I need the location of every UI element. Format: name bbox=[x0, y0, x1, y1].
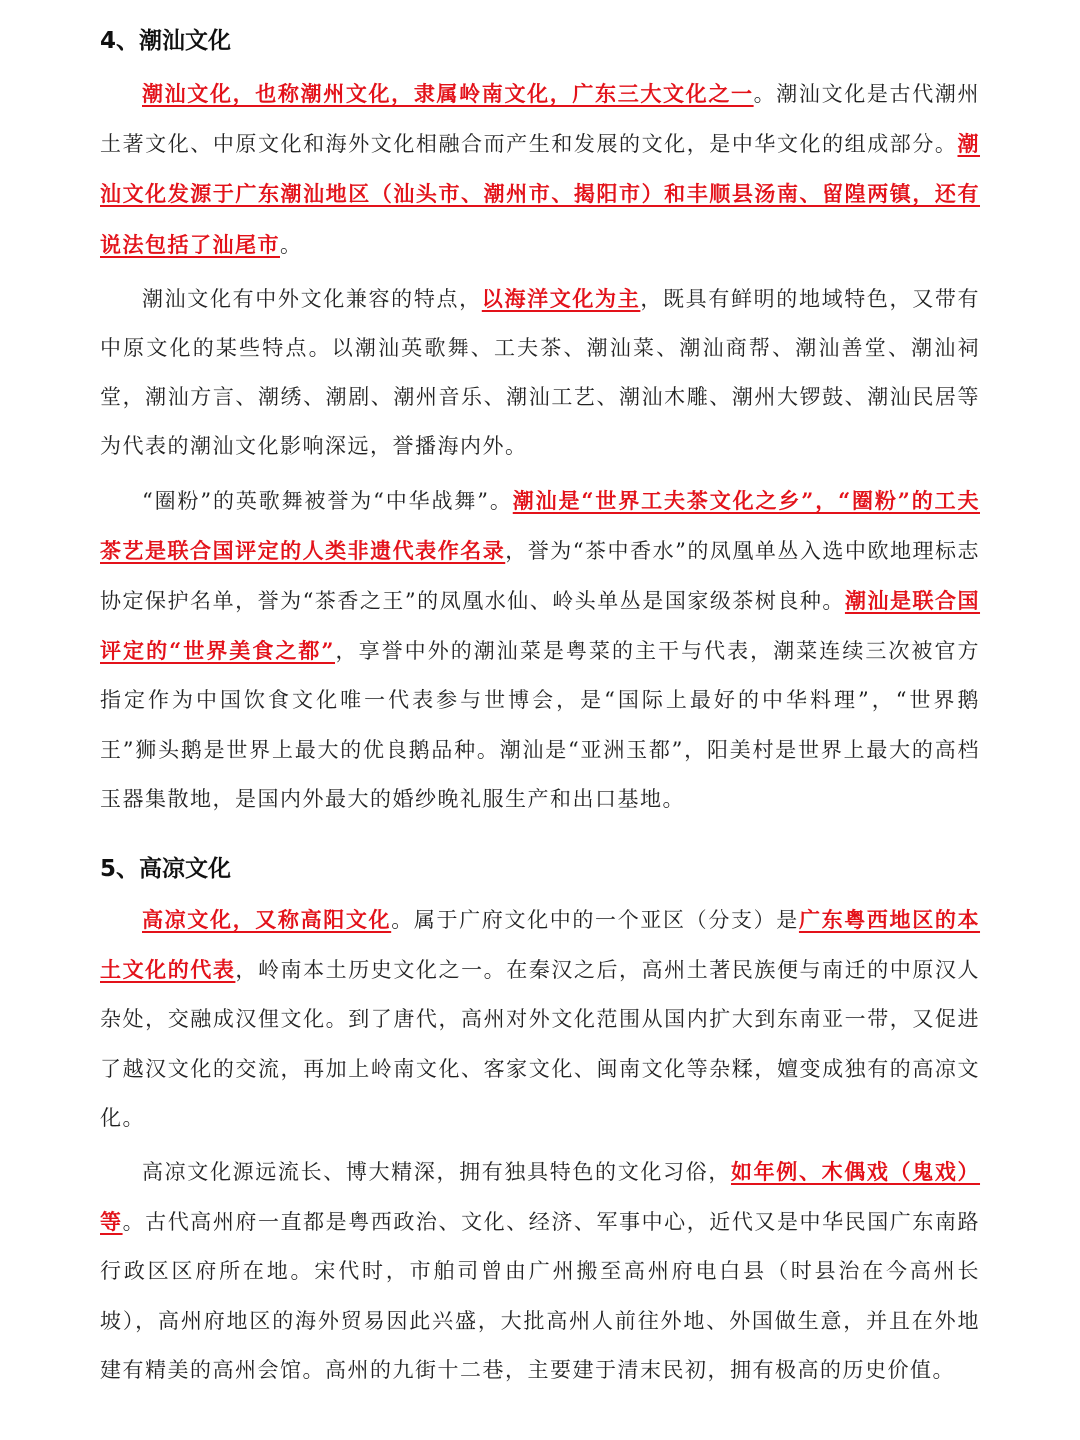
body-text: ，誉为“茶中香水”的凤凰单丛入选中欧地理标志协定保护名单，誉为“茶香之王”的凤凰水仙、岭头单丛是国家级茶树良种。 bbox=[100, 538, 980, 614]
body-text: 。属于广府文化中的一个亚区（分支）是 bbox=[391, 908, 799, 933]
body-text: “圈粉”的英歌舞被誉为“中华战舞”。 bbox=[142, 488, 513, 513]
section-body-gaoliang bbox=[100, 895, 980, 1395]
highlighted-text: 潮汕文化，也称潮州文化，隶属岭南文化，广东三大文化之一 bbox=[142, 81, 754, 106]
highlighted-text: 如年例、木偶戏（鬼戏）等 bbox=[100, 1159, 981, 1235]
paragraph bbox=[100, 895, 980, 1143]
paragraph bbox=[100, 274, 980, 472]
paragraph bbox=[100, 1147, 980, 1395]
highlighted-text: 高凉文化，又称高阳文化 bbox=[142, 907, 392, 933]
body-text: 。潮汕文化是古代潮州土著文化、中原文化和海外文化相融合而产生和发展的文化，是中华文化的组成部分。 bbox=[100, 82, 980, 157]
paragraph bbox=[100, 69, 980, 270]
body-text: ，既具有鲜明的地域特色，又带有中原文化的某些特点。以潮汕英歌舞、工夫茶、潮汕菜、潮汕商帮、潮汕善堂、潮汕祠堂，潮汕方言、潮绣、潮剧、潮州音乐、潮汕工艺、潮汕木雕、潮州大锣鼓、潮汕民居等为代表的潮汕文化影响深远，誉播海内外。 bbox=[100, 286, 981, 459]
document-page bbox=[100, 0, 980, 1395]
highlighted-text: 潮汕是“世界工夫茶文化之乡”，“圈粉”的工夫茶艺是联合国评定的人类非遗代表作名录 bbox=[100, 487, 980, 563]
body-text: 。古代高州府一直都是粤西政治、文化、经济、军事中心，近代又是中华民国广东南路行政区区府所在地。宋代时，市舶司曾由广州搬至高州府电白县（时县治在今高州长坡），高州府地区的海外贸易因此兴盛，大批高州人前往外地、外国做生意，并且在外地建有精美的高州会馆。高州的九街十二巷，主要建于清末民初，拥有极高的历史价值。 bbox=[100, 1210, 981, 1382]
section-body-chaoshan bbox=[100, 69, 980, 824]
paragraph bbox=[100, 476, 980, 824]
body-text: ，享誉中外的潮汕菜是粤菜的主干与代表，潮菜连续三次被官方指定作为中国饮食文化唯一代表参与世博会，是“国际上最好的中华料理”，“世界鹅王”狮头鹅是世界上最大的优良鹅品种。潮汕是“亚洲玉都”，阳美村是世界上最大的高档玉器集散地，是国内外最大的婚纱晚礼服生产和出口基地。 bbox=[100, 639, 980, 811]
highlighted-text: 潮汕是联合国评定的“世界美食之都” bbox=[100, 588, 981, 664]
highlighted-text: 潮汕文化发源于广东潮汕地区（汕头市、潮州市、揭阳市）和丰顺县汤南、留隍两镇，还有说法包括了汕尾市 bbox=[100, 131, 980, 257]
highlighted-text: 以海洋文化为主 bbox=[481, 285, 641, 311]
body-text: 潮汕文化有中外文化兼容的特点， bbox=[142, 286, 482, 311]
section-heading-gaoliang: 5、高凉文化 bbox=[100, 856, 232, 883]
body-text: 。 bbox=[280, 232, 303, 257]
section-heading-chaoshan: 4、潮汕文化 bbox=[100, 28, 232, 54]
body-text: ，岭南本土历史文化之一。在秦汉之后，高州土著民族便与南迁的中原汉人杂处，交融成汉俚文化。到了唐代，高州对外文化范围从国内扩大到东南亚一带，又促进了越汉文化的交流，再加上岭南文化、客家文化、闽南文化等杂糅，嬗变成独有的高凉文化。 bbox=[100, 958, 981, 1130]
highlighted-text: 广东粤西地区的本土文化的代表 bbox=[100, 907, 981, 983]
body-text: 高凉文化源远流长、博大精深，拥有独具特色的文化习俗， bbox=[142, 1160, 731, 1185]
